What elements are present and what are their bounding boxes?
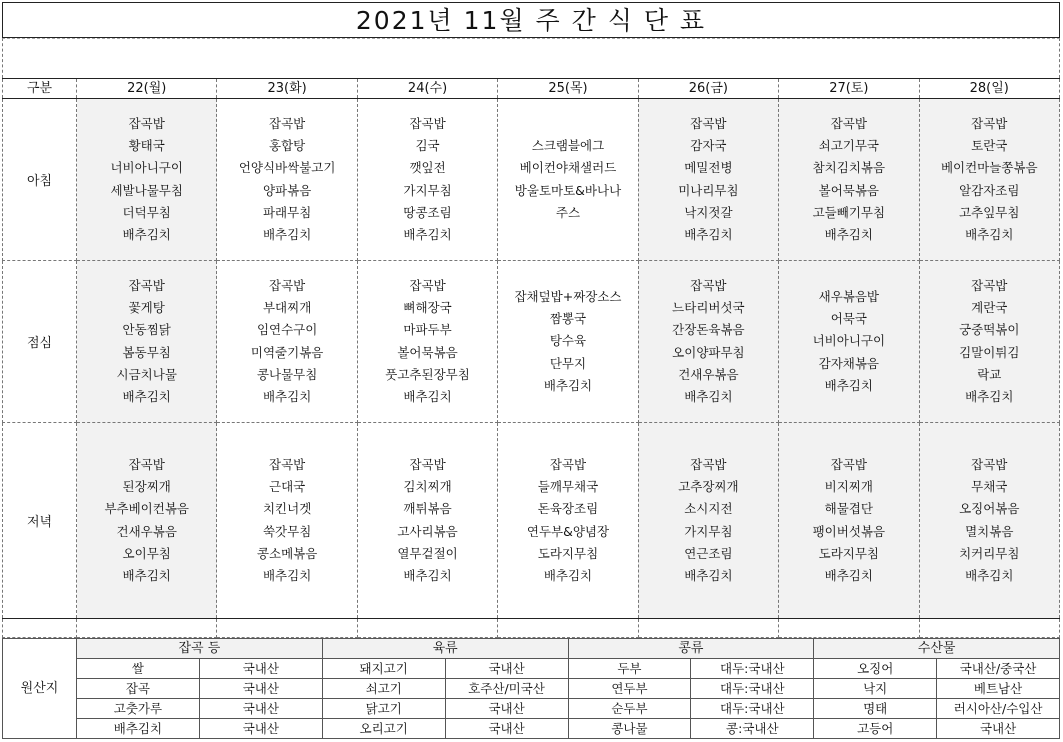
menu-item: 간장돈육볶음 — [672, 322, 745, 338]
menu-item: 단무지 — [549, 355, 587, 371]
menu-item: 뼈해장국 — [403, 299, 452, 315]
menu-item: 고추잎무침 — [959, 204, 1020, 220]
day-header-thu: 25(목) — [498, 79, 638, 99]
origin-cell: 대두:국내산 — [691, 699, 814, 719]
menu-cell-tue — [217, 261, 357, 423]
menu-item: 미나리무침 — [678, 182, 739, 198]
page-title: 2021년 11월 주 간 식 단 표 — [2, 2, 1060, 38]
origin-cell: 두부 — [568, 659, 691, 679]
menu-item: 고들빼기무침 — [812, 204, 886, 220]
origin-cell: 돼지고기 — [322, 659, 445, 679]
meal-row — [3, 423, 1060, 619]
menu-item: 돈육장조림 — [537, 501, 599, 517]
menu-item: 가지무침 — [684, 523, 733, 539]
spacer-cell — [779, 619, 919, 638]
origin-row — [3, 659, 1060, 679]
menu-item: 배추김치 — [824, 377, 873, 393]
day-header-mon: 22(월) — [77, 79, 217, 99]
menu-item: 잡곡밥 — [269, 277, 306, 293]
menu-item: 잡채덮밥+짜장소스 — [514, 288, 622, 304]
menu-item: 연근조림 — [684, 545, 733, 561]
menu-item: 알감자조림 — [959, 182, 1020, 198]
menu-item: 연두부&양념장 — [526, 523, 610, 539]
origin-table — [2, 638, 1060, 739]
menu-item: 땅콩조림 — [403, 204, 452, 220]
menu-item: 건새우볶음 — [116, 523, 177, 539]
menu-cell-wed — [357, 423, 497, 619]
menu-item: 배추김치 — [684, 227, 733, 243]
origin-cell: 콩:국내산 — [691, 719, 814, 739]
menu-item: 새우볶음밥 — [818, 288, 880, 304]
menu-cell-thu — [498, 99, 638, 261]
menu-item: 풋고추된장무침 — [385, 366, 470, 382]
menu-item: 배추김치 — [262, 568, 312, 584]
menu-item: 계란국 — [971, 299, 1008, 315]
origin-category-grain: 잡곡 등 — [77, 639, 323, 659]
menu-item: 볼어묵볶음 — [397, 344, 458, 360]
menu-item: 김치찌개 — [403, 478, 452, 494]
origin-cell: 국내산 — [199, 699, 322, 719]
header-row — [3, 79, 1060, 99]
origin-cell: 호주산/미국산 — [445, 679, 568, 699]
menu-item: 파래무침 — [262, 204, 312, 220]
menu-item: 부추베이컨볶음 — [104, 501, 189, 517]
spacer-cell — [357, 619, 497, 638]
origin-cell: 국내산 — [199, 659, 322, 679]
menu-item: 배추김치 — [684, 568, 733, 584]
menu-item: 주스 — [555, 204, 581, 220]
spacer-cell — [919, 619, 1059, 638]
menu-item: 궁중떡볶이 — [959, 322, 1020, 338]
menu-item: 잡곡밥 — [690, 456, 727, 472]
menu-item: 배추김치 — [122, 568, 171, 584]
spacer-cell — [217, 619, 357, 638]
menu-item: 볼어묵볶음 — [818, 182, 880, 198]
menu-cell-sat — [779, 423, 919, 619]
menu-item: 잡곡밥 — [690, 115, 727, 131]
menu-item: 양파볶음 — [262, 182, 312, 198]
origin-cell: 국내산 — [445, 659, 568, 679]
menu-item: 부대찌개 — [262, 299, 312, 315]
menu-item: 스크램블에그 — [531, 137, 605, 153]
menu-item: 언양식바싹불고기 — [238, 160, 336, 176]
menu-item: 건새우볶음 — [678, 366, 739, 382]
origin-cell: 쌀 — [77, 659, 200, 679]
menu-item: 팽이버섯볶음 — [812, 523, 886, 539]
menu-item: 잡곡밥 — [128, 456, 165, 472]
menu-item: 잡곡밥 — [971, 277, 1008, 293]
origin-category-bean: 콩류 — [568, 639, 814, 659]
menu-item: 깨튀볶음 — [403, 501, 452, 517]
menu-item: 꽃게탕 — [128, 299, 165, 315]
menu-item: 쇠고기무국 — [818, 137, 880, 153]
menu-item: 멸치볶음 — [965, 523, 1014, 539]
menu-item: 비지찌개 — [824, 478, 873, 494]
meal-label: 저녁 — [3, 423, 77, 619]
origin-category-row — [3, 639, 1060, 659]
menu-item: 짬뽕국 — [549, 311, 587, 327]
menu-item: 잡곡밥 — [409, 456, 446, 472]
menu-item: 배추김치 — [965, 227, 1014, 243]
menu-item: 잡곡밥 — [830, 115, 867, 131]
menu-item: 무채국 — [971, 478, 1008, 494]
menu-item: 도라지무침 — [818, 545, 880, 561]
menu-item: 배추김치 — [543, 377, 593, 393]
spacer-cell — [638, 619, 778, 638]
menu-item: 배추김치 — [965, 389, 1014, 405]
blank-row — [2, 38, 1060, 78]
day-header-sun: 28(일) — [919, 79, 1059, 99]
menu-item: 소시지전 — [684, 501, 733, 517]
menu-cell-fri — [638, 99, 778, 261]
origin-category-seafood: 수산물 — [814, 639, 1060, 659]
origin-cell: 베트남산 — [937, 679, 1060, 699]
weekly-menu-table — [2, 78, 1060, 638]
menu-item: 도라지무침 — [537, 545, 599, 561]
origin-cell: 국내산 — [445, 719, 568, 739]
menu-cell-wed — [357, 99, 497, 261]
menu-item: 잡곡밥 — [830, 456, 867, 472]
menu-item: 콩소메볶음 — [256, 545, 318, 561]
menu-item: 세발나물무침 — [110, 182, 183, 198]
menu-cell-fri — [638, 423, 778, 619]
menu-item: 고추장찌개 — [678, 478, 739, 494]
origin-row — [3, 679, 1060, 699]
menu-cell-sat — [779, 261, 919, 423]
menu-item: 치킨너겟 — [262, 501, 312, 517]
origin-cell: 고춧가루 — [77, 699, 200, 719]
menu-item: 들깨무채국 — [537, 478, 599, 494]
menu-item: 메밀전병 — [684, 160, 733, 176]
spacer-cell — [77, 619, 217, 638]
menu-cell-tue — [217, 423, 357, 619]
menu-item: 열무겉절이 — [397, 545, 458, 561]
origin-cell: 국내산/중국산 — [937, 659, 1060, 679]
origin-row — [3, 699, 1060, 719]
origin-cell: 쇠고기 — [322, 679, 445, 699]
menu-item: 배추김치 — [403, 227, 452, 243]
origin-cell: 연두부 — [568, 679, 691, 699]
menu-item: 황태국 — [128, 137, 165, 153]
menu-cell-tue — [217, 99, 357, 261]
origin-cell: 국내산 — [199, 679, 322, 699]
menu-item: 베이컨마늘쫑볶음 — [940, 160, 1038, 176]
menu-item: 마파두부 — [403, 322, 452, 338]
menu-item: 배추김치 — [543, 568, 593, 584]
menu-item: 참치김치볶음 — [812, 160, 886, 176]
day-header-sat: 27(토) — [779, 79, 919, 99]
menu-item: 배추김치 — [122, 227, 171, 243]
menu-item: 낙지젓갈 — [684, 204, 733, 220]
spacer-cell — [3, 619, 77, 638]
origin-cell: 콩나물 — [568, 719, 691, 739]
menu-item: 잡곡밥 — [409, 277, 446, 293]
origin-cell: 순두부 — [568, 699, 691, 719]
menu-item: 홍합탕 — [269, 137, 306, 153]
origin-cell: 고등어 — [814, 719, 937, 739]
day-header-wed: 24(수) — [357, 79, 497, 99]
menu-item: 배추김치 — [824, 227, 873, 243]
menu-item: 어묵국 — [830, 311, 867, 327]
menu-item: 배추김치 — [403, 568, 452, 584]
menu-item: 잡곡밥 — [971, 456, 1008, 472]
day-header-fri: 26(금) — [638, 79, 778, 99]
menu-item: 오이양파무침 — [672, 344, 745, 360]
menu-item: 시금치나물 — [116, 366, 177, 382]
menu-item: 배추김치 — [965, 568, 1014, 584]
menu-item: 감자국 — [690, 137, 727, 153]
spacer-row — [3, 619, 1060, 638]
origin-cell: 명태 — [814, 699, 937, 719]
menu-item: 배추김치 — [262, 227, 312, 243]
menu-item: 김말이튀김 — [959, 344, 1020, 360]
menu-cell-sat — [779, 99, 919, 261]
category-header: 구분 — [3, 79, 77, 99]
menu-item: 잡곡밥 — [269, 456, 306, 472]
menu-item: 잡곡밥 — [409, 115, 446, 131]
meal-label: 아침 — [3, 99, 77, 261]
menu-item: 잡곡밥 — [128, 277, 165, 293]
menu-item: 탕수육 — [549, 333, 587, 349]
menu-item: 잡곡밥 — [128, 115, 165, 131]
menu-item: 김국 — [415, 137, 440, 153]
menu-item: 배추김치 — [684, 389, 733, 405]
origin-cell: 낙지 — [814, 679, 937, 699]
menu-item: 감자채볶음 — [818, 355, 880, 371]
menu-item: 방울토마토&바나나 — [514, 182, 622, 198]
menu-item: 락교 — [977, 366, 1002, 382]
menu-item: 배추김치 — [262, 389, 312, 405]
menu-item: 미역줄기볶음 — [250, 344, 324, 360]
menu-item: 임연수구이 — [256, 322, 318, 338]
menu-cell-sun — [919, 99, 1059, 261]
menu-item: 깻잎전 — [409, 160, 446, 176]
menu-item: 근대국 — [269, 478, 306, 494]
menu-item: 토란국 — [971, 137, 1008, 153]
menu-item: 너비아니구이 — [812, 333, 886, 349]
menu-item: 배추김치 — [824, 568, 873, 584]
day-header-tue: 23(화) — [217, 79, 357, 99]
menu-cell-thu — [498, 261, 638, 423]
origin-cell: 오징어 — [814, 659, 937, 679]
origin-cell: 국내산 — [445, 699, 568, 719]
meal-row — [3, 261, 1060, 423]
origin-cell: 잡곡 — [77, 679, 200, 699]
origin-cell: 러시아산/수입산 — [937, 699, 1060, 719]
menu-item: 잡곡밥 — [971, 115, 1008, 131]
menu-item: 된장찌개 — [122, 478, 171, 494]
menu-item: 배추김치 — [403, 389, 452, 405]
origin-cell: 대두:국내산 — [691, 659, 814, 679]
menu-item: 베이컨야채샐러드 — [519, 160, 617, 176]
menu-item: 쑥갓무침 — [262, 523, 312, 539]
menu-cell-sun — [919, 261, 1059, 423]
origin-cell: 배추김치 — [77, 719, 200, 739]
menu-item: 잡곡밥 — [690, 277, 727, 293]
menu-item: 잡곡밥 — [269, 115, 306, 131]
origin-row — [3, 719, 1060, 739]
origin-cell: 국내산 — [937, 719, 1060, 739]
origin-cell: 대두:국내산 — [691, 679, 814, 699]
origin-cell: 오리고기 — [322, 719, 445, 739]
origin-cell: 국내산 — [199, 719, 322, 739]
menu-cell-mon — [77, 99, 217, 261]
menu-item: 오이무침 — [122, 545, 171, 561]
menu-item: 더덕무침 — [122, 204, 171, 220]
menu-cell-sun — [919, 423, 1059, 619]
menu-item: 치커리무침 — [959, 545, 1020, 561]
menu-item: 너비아니구이 — [110, 160, 183, 176]
menu-item: 콩나물무침 — [256, 366, 318, 382]
menu-item: 잡곡밥 — [549, 456, 587, 472]
menu-item: 고사리볶음 — [397, 523, 458, 539]
origin-category-meat: 육류 — [322, 639, 568, 659]
menu-cell-mon — [77, 423, 217, 619]
menu-item: 안동찜닭 — [122, 322, 171, 338]
menu-item: 오징어볶음 — [959, 501, 1020, 517]
menu-item: 봄동무침 — [122, 344, 171, 360]
meal-label: 점심 — [3, 261, 77, 423]
menu-cell-fri — [638, 261, 778, 423]
menu-item: 해물겹단 — [824, 501, 873, 517]
origin-label: 원산지 — [3, 639, 77, 739]
menu-cell-wed — [357, 261, 497, 423]
menu-item: 가지무침 — [403, 182, 452, 198]
origin-cell: 닭고기 — [322, 699, 445, 719]
menu-cell-mon — [77, 261, 217, 423]
spacer-cell — [498, 619, 638, 638]
menu-item: 느타리버섯국 — [672, 299, 745, 315]
menu-cell-thu — [498, 423, 638, 619]
menu-item: 배추김치 — [122, 389, 171, 405]
meal-row — [3, 99, 1060, 261]
